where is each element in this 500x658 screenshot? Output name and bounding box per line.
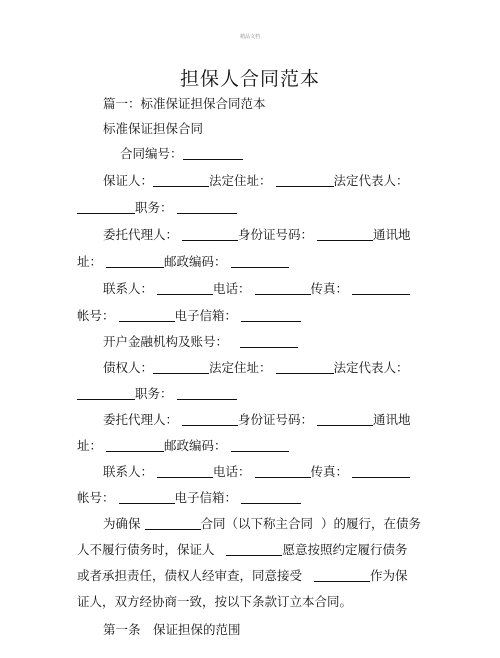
blank [119, 309, 175, 322]
creditor-postal-line: 址： 邮政编码： [77, 438, 289, 454]
blank [231, 255, 289, 268]
body-line-4: 证人，双方经协商一致，按以下条款订立本合同。 [77, 594, 353, 609]
body-line-1: 为确保 合同（以下称主合同 ）的履行，在债务 [103, 516, 421, 531]
creditor-account-line: 帐号： 电子信箱： [77, 490, 301, 506]
body-line-2: 人不履行债务时，保证人 愿意按照约定履行债务 [77, 542, 408, 557]
blank [153, 361, 209, 374]
document-title: 担保人合同范本 [179, 68, 320, 90]
contract-number-line: 合同编号： [120, 146, 243, 162]
blank [352, 465, 410, 478]
contract-subtitle: 标准保证担保合同 [103, 121, 204, 136]
blank [226, 543, 282, 556]
blank [317, 228, 373, 241]
blank [241, 309, 301, 322]
blank [119, 491, 175, 504]
blank [255, 282, 311, 295]
blank [106, 439, 164, 452]
blank [182, 413, 238, 426]
guarantor-agent-line: 委托代理人： 身份证号码： 通讯地 [103, 227, 411, 242]
blank [240, 335, 298, 348]
blank [157, 465, 213, 478]
contract-number-blank [183, 147, 243, 160]
guarantor-title-line: 职务： [77, 200, 237, 216]
blank [241, 491, 301, 504]
blank [106, 255, 164, 268]
creditor-title-line: 职务： [77, 386, 237, 402]
guarantor-bank-line: 开户金融机构及账号： [103, 334, 298, 350]
header-mark: 精品文档 [239, 34, 260, 40]
blank [276, 361, 334, 374]
blank [314, 569, 370, 582]
article-1-heading: 第一条 保证担保的范围 [103, 622, 241, 637]
blank [276, 174, 334, 187]
blank [317, 413, 373, 426]
guarantor-line: 保证人： 法定住址： 法定代表人： [103, 173, 409, 188]
blank [153, 174, 209, 187]
blank [77, 201, 135, 214]
blank [182, 228, 238, 241]
blank [352, 282, 410, 295]
blank [231, 439, 289, 452]
guarantor-postal-line: 址： 邮政编码： [77, 254, 289, 270]
blank [157, 282, 213, 295]
guarantor-account-line: 帐号： 电子信箱： [77, 308, 301, 324]
body-line-3: 或者承担责任，债权人经审查，同意接受 作为保 [77, 568, 408, 583]
blank [255, 465, 311, 478]
creditor-contact-line: 联系人： 电话： 传真： [103, 464, 410, 480]
creditor-line: 债权人： 法定住址： 法定代表人： [103, 360, 409, 375]
chapter-heading: 篇一：标准保证担保合同范本 [103, 96, 266, 111]
blank [77, 387, 135, 400]
blank [177, 387, 237, 400]
guarantor-contact-line: 联系人： 电话： 传真： [103, 281, 410, 297]
blank [177, 201, 237, 214]
creditor-agent-line: 委托代理人： 身份证号码： 通讯地 [103, 412, 411, 427]
blank [145, 517, 201, 530]
